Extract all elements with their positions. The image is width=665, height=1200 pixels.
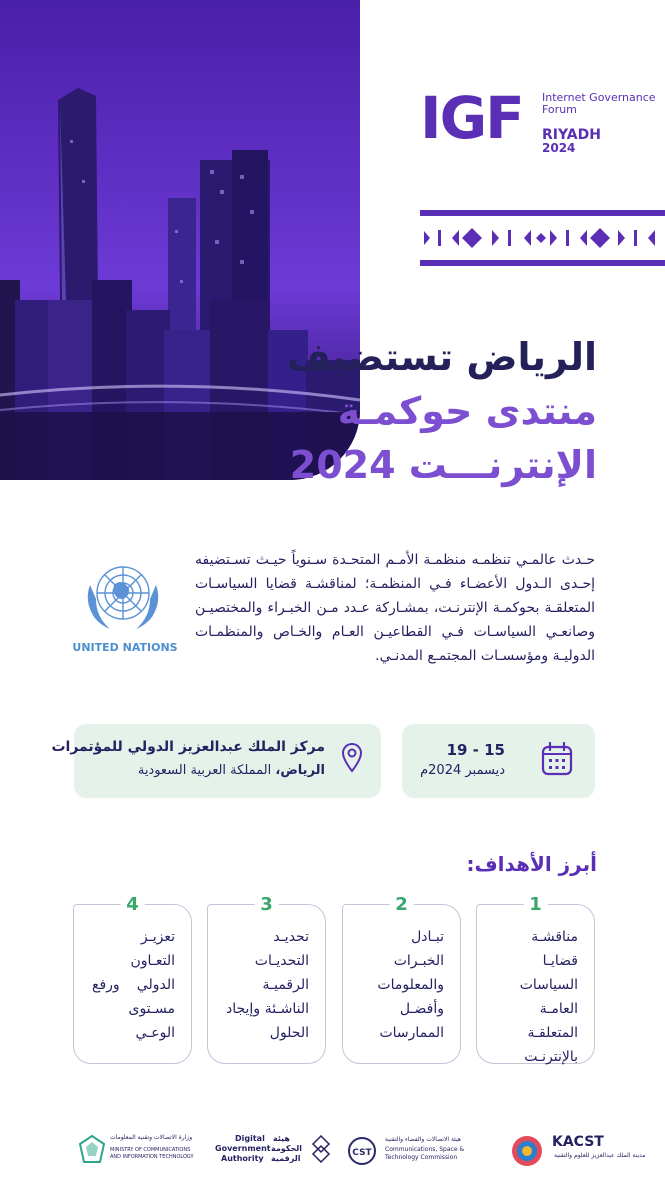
- united-nations-label: UNITED NATIONS: [72, 641, 178, 654]
- goals-title: أبرز الأهداف:: [466, 852, 597, 876]
- goal-number: 1: [523, 893, 548, 917]
- cst-arabic-name: هيئة الاتصالات والفضاء والتقنية: [385, 1136, 461, 1143]
- goal-card-2: [342, 894, 461, 1064]
- digital-government-authority-logo: [215, 1128, 335, 1174]
- dga-emblem-icon: [311, 1134, 331, 1164]
- goal-text: مناقشـة قضايـا السياسات العامـة المتعلقـة بالإنترنـت: [519, 929, 578, 1065]
- hero-city-image: [0, 0, 360, 480]
- headline-line-2: منتدى حوكمـة: [337, 389, 597, 433]
- igf-logo-year: 2024: [542, 141, 576, 155]
- cst-logo: [345, 1128, 495, 1174]
- event-venue-card: [51, 724, 381, 798]
- headline-line-3: الإنترنـــت 2024: [289, 443, 597, 487]
- venue-country: المملكة العربية السعودية: [137, 763, 272, 778]
- event-date-card: [402, 724, 595, 798]
- kacst-logo: [510, 1128, 660, 1174]
- igf-logo-city: RIYADH: [542, 127, 601, 143]
- dga-english-1: Digital: [235, 1134, 265, 1143]
- goal-card-1: [476, 894, 595, 1065]
- dga-english-3: Authority: [221, 1154, 264, 1163]
- svg-text:CST: CST: [352, 1148, 372, 1158]
- mcit-english-name-2: AND INFORMATION TECHNOLOGY: [110, 1154, 194, 1160]
- igf-logo-subtitle: Internet Governance Forum: [542, 91, 656, 116]
- dga-arabic-2: الحكومة: [271, 1144, 302, 1153]
- goal-number: 4: [120, 893, 145, 917]
- mcit-arabic-name: وزارة الاتصالات وتقنية المعلومات: [110, 1134, 193, 1141]
- kacst-emblem-icon: [510, 1134, 544, 1168]
- cst-emblem-icon: [347, 1136, 377, 1166]
- dga-arabic-1: هيئة: [273, 1134, 290, 1143]
- headline-line-1: الرياض تستضيف: [286, 335, 597, 379]
- goal-text: تحديـد التحديـات الرقميـة الناشـئة وإيجاد الحلول: [226, 929, 309, 1041]
- igf-logo-word: IGF: [420, 84, 523, 152]
- decorative-pattern-band: [420, 210, 665, 266]
- goal-number: 2: [389, 893, 414, 917]
- partner-logos-footer: [0, 1128, 665, 1174]
- venue-city: الرياض،: [275, 763, 325, 778]
- location-pin-icon: [341, 742, 363, 774]
- cst-english-name-1: Communications, Space &: [385, 1146, 465, 1153]
- event-date-month: ديسمبر 2024م: [420, 763, 505, 778]
- kacst-name: KACST: [552, 1134, 604, 1150]
- goal-card-3: [207, 894, 326, 1064]
- mcit-logo: [78, 1128, 203, 1174]
- intro-paragraph: حـدث عالمـي تنظمـه منظمـة الأمـم المتحـدة سـنوياً حيـث تسـتضيفه إحـدى الـدول الأعضـاء فـي المنظمـة؛ لمناقشـة قضايا السياسـات المتعلقـة بحوكمـة الإنترنـت، بمشـاركة عـدد مـن الخبـراء والمختصيـن وصانعـي السياسـات فـي القطاعيـن العـام والخـاص والمنظمـات الدوليـة ومؤسسـات المجتمـع المدنـي.: [195, 552, 595, 664]
- goal-card-4: [73, 894, 192, 1064]
- goal-number: 3: [254, 893, 279, 917]
- kacst-arabic-name: مدينة الملك عبدالعزيز للعلوم والتقنية: [554, 1152, 646, 1159]
- goal-text: تعزيـز التعـاون الدولي ورفع مسـتوى الوعـي: [92, 929, 175, 1041]
- venue-name: مركز الملك عبدالعزيز الدولي للمؤتمرات: [51, 739, 325, 755]
- dga-arabic-3: الرقمية: [271, 1154, 301, 1163]
- dga-english-2: Government: [215, 1144, 271, 1153]
- riyadh-skyline-illustration: [0, 0, 360, 480]
- united-nations-emblem-icon: [78, 555, 168, 637]
- cst-english-name-2: Technology Commission: [385, 1154, 458, 1161]
- mcit-english-name-1: MINISTRY OF COMMUNICATIONS: [110, 1147, 191, 1153]
- calendar-icon: [541, 742, 573, 776]
- venue-location: [138, 763, 325, 778]
- goal-text: تبـادل الخبـرات والمعلومات وأفضـل الممارسات: [377, 929, 444, 1041]
- mcit-emblem-icon: [78, 1134, 106, 1166]
- event-date-range: 15 - 19: [446, 741, 505, 759]
